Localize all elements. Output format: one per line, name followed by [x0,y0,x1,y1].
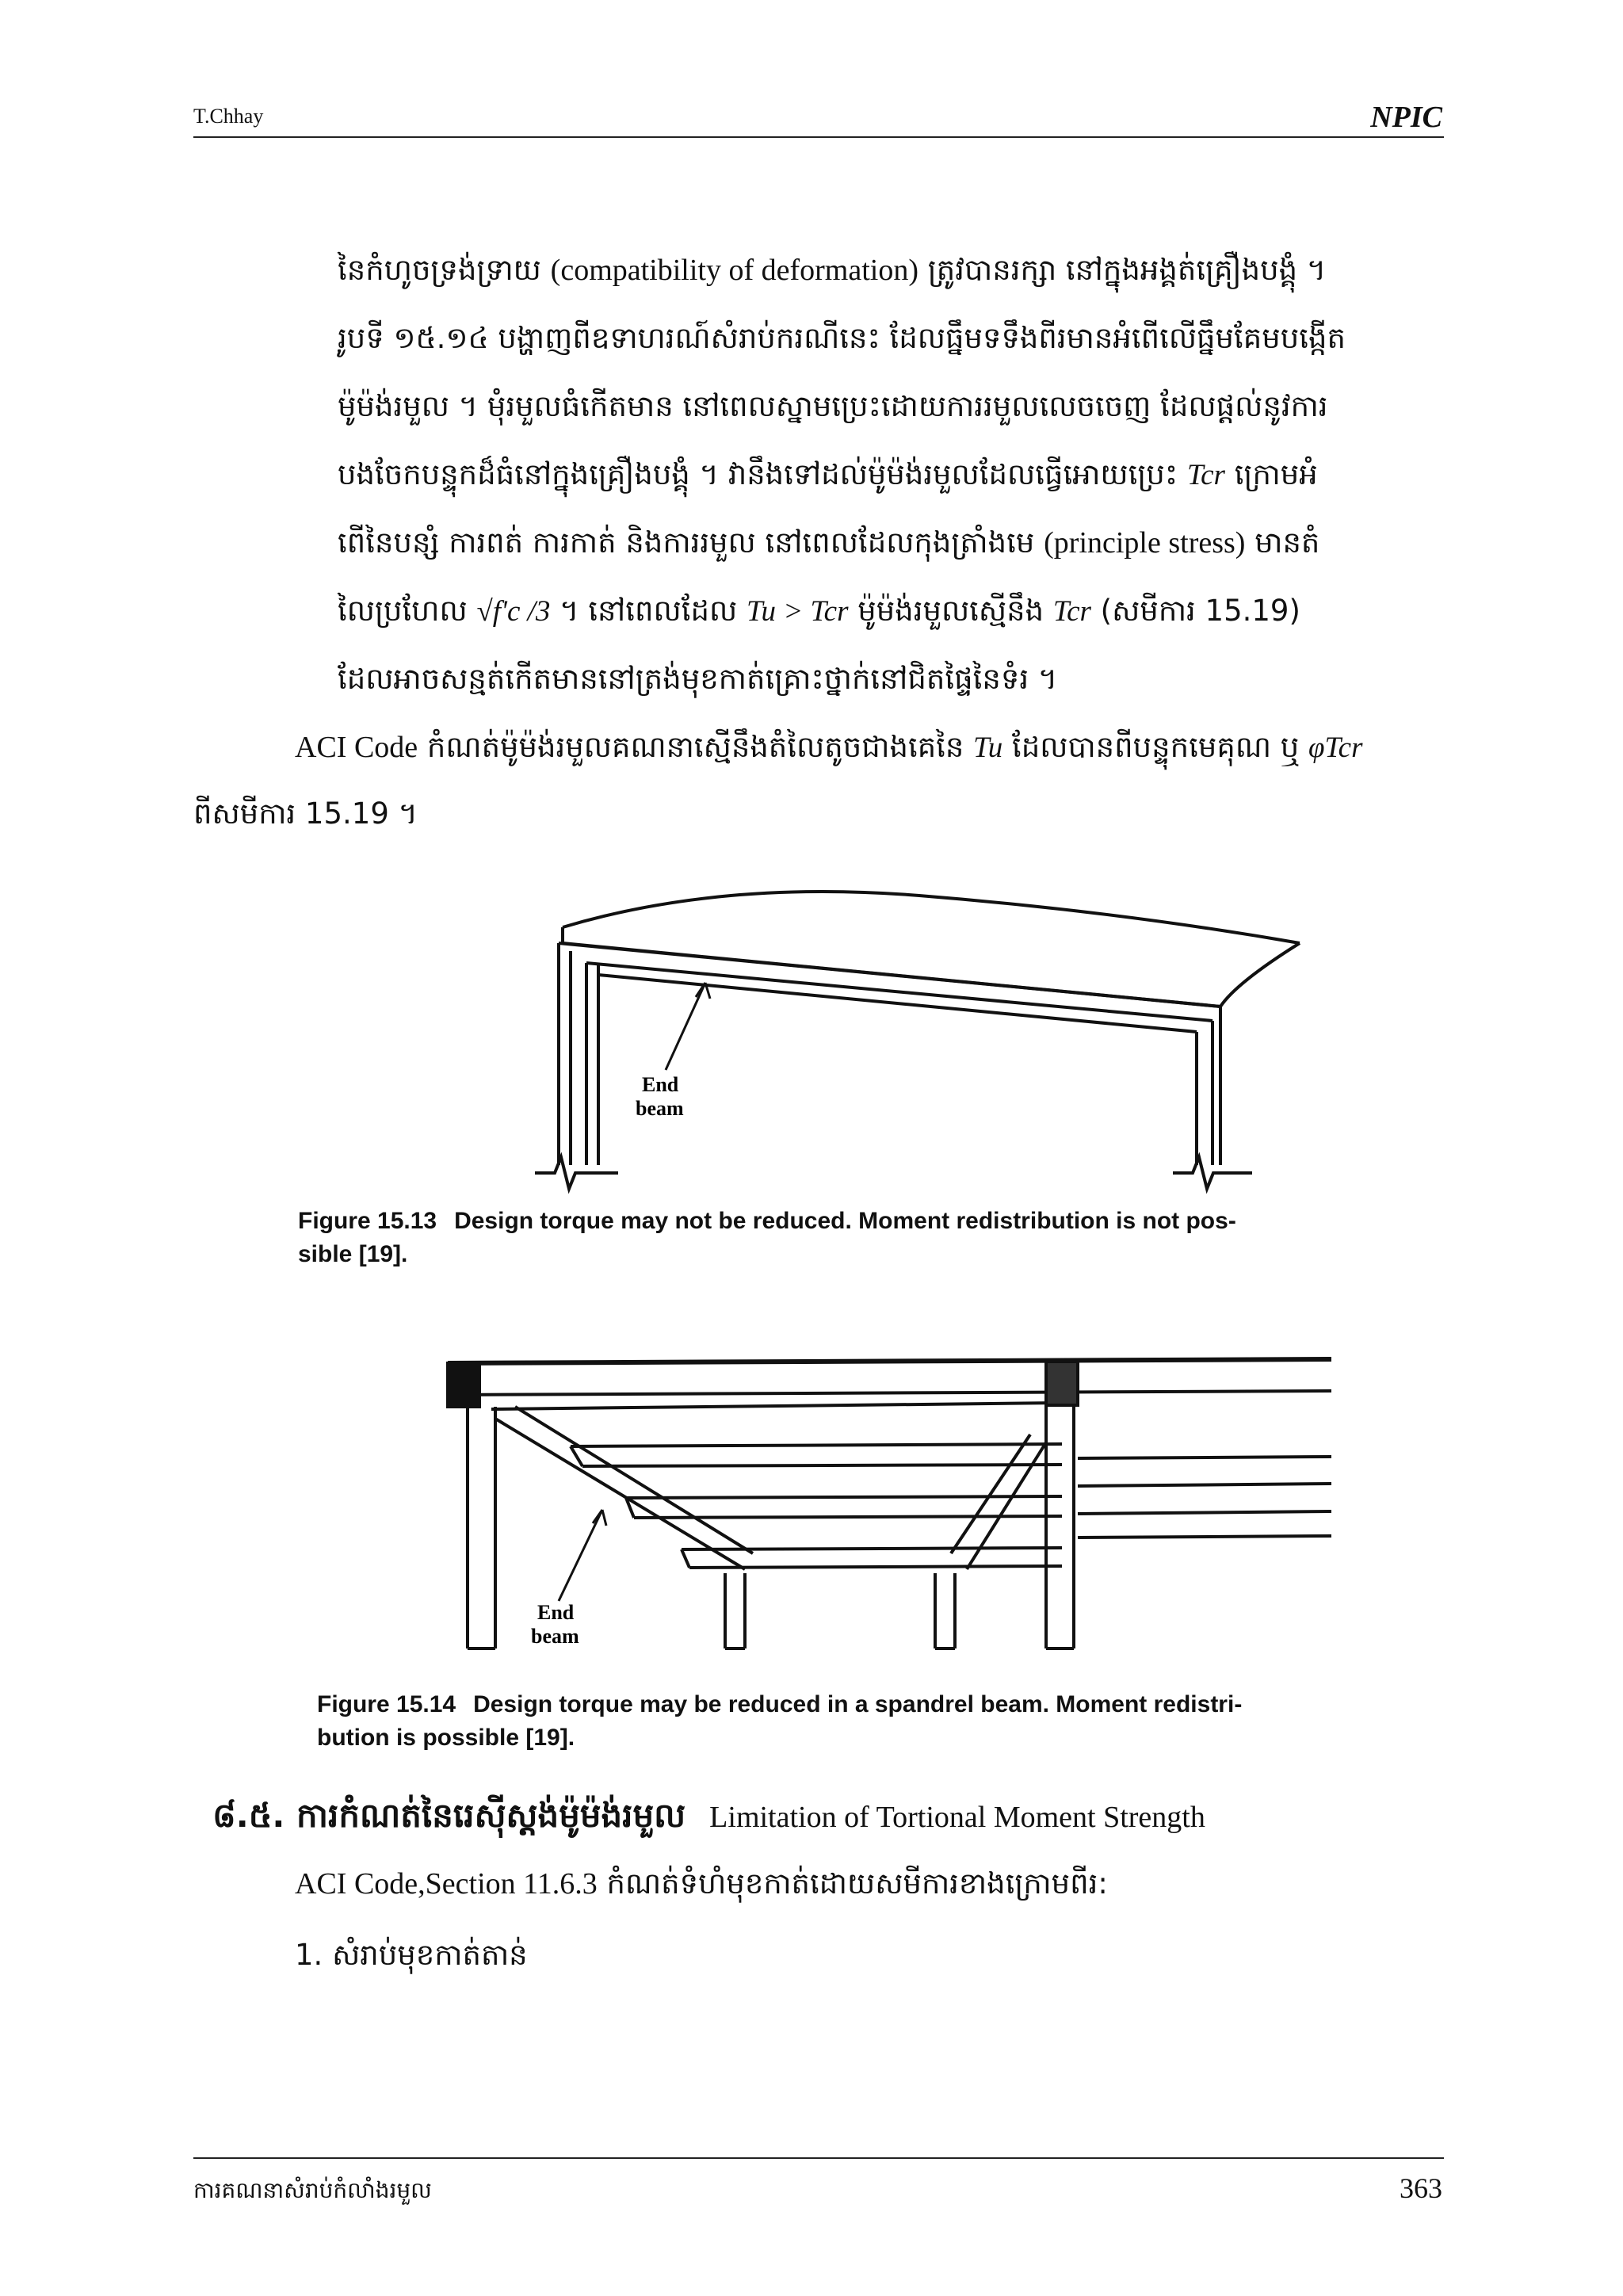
list-item-1: 1. សំរាប់មុខកាត់តាន់ [295,1938,528,1972]
footer-page-number: 363 [1400,2172,1442,2204]
header-rule [193,136,1444,138]
figure-15-14-label-end: End [537,1601,575,1624]
math-phi-tcr: φTcr [1308,732,1363,764]
aci-section-paragraph: ACI Code,Section 11.6.3 កំណត់ទំហំមុខកាត់ដោយសមីការខាងក្រោមពីរ: [295,1866,1108,1901]
math-tcr: Tcr [1186,459,1225,491]
body-line-6: លៃប្រហែល √f'c /3 ។ នៅពេលដែល Tu > Tcr ម៉ូម៉ង់រមួលស្មើនឹង Tcr (សមីការ 15.19) [338,594,1300,628]
section-heading: ៨.៥. ការកំណត់នៃរេស៊ីស្តង់ម៉ូម៉ង់រមួល Limitation of Tortional Moment Strength [212,1796,1205,1835]
figure-15-13-drawing [523,864,1347,1197]
figure-15-13-label-beam: beam [636,1097,684,1120]
figure-15-14-number: Figure 15.14 [317,1691,456,1717]
footer-rule [193,2157,1444,2159]
math-tu: Tu [973,732,1003,764]
body-line-7: ដែលអាចសន្មត់កើតមាននៅត្រង់មុខកាត់គ្រោះថ្នាក់នៅជិតផ្ទៃនៃទំរ ។ [338,662,1058,696]
figure-15-14-drawing [444,1347,1339,1680]
header-org: NPIC [1370,101,1442,134]
body-line-5: ពើនៃបន្សំ ការពត់ ការកាត់ និងការរមួល នៅពេលដែលកុងត្រាំងមេ (principle stress) មានតំ [338,525,1320,560]
figure-15-13-caption: Figure 15.13 Design torque may not be reduced. Moment redistribution is not pos- sible [19]. [298,1208,1236,1267]
aci-paragraph-line2: ពីសមីការ 15.19 ។ [193,797,418,831]
math-sqrt-fc: √f'c /3 [476,595,551,628]
header-author: T.Chhay [193,105,264,128]
body-line-1: នៃកំហូចទ្រង់ទ្រាយ (compatibility of deformation) ត្រូវបានរក្សា នៅក្នុងអង្គត់គ្រឿងបង្គុំ ។ [338,253,1327,287]
math-tcr-2: Tcr [1052,595,1091,628]
figure-15-13-label-end: End [642,1073,679,1096]
figure-15-14-caption: Figure 15.14 Design torque may be reduced in a spandrel beam. Moment redistri- bution is possible [19]. [317,1691,1243,1751]
math-tu-gt-tcr: Tu > Tcr [746,595,849,628]
body-line-2: រូបទី ១៥.១៤ បង្ហាញពីឧទាហរណ៍សំរាប់ករណីនេះ ដែលធ្នឹមទទឹងពីរមានអំពើលើធ្នឹមគែមបង្កើត [338,321,1346,355]
body-line-3: ម៉ូម៉ង់រមួល ។ មុំរមួលធំកើតមាន នៅពេលស្នាមប្រេះដោយការរមួលលេចចេញ ដែលផ្តល់នូវការ [338,389,1328,423]
figure-15-14-label-beam: beam [531,1625,579,1648]
aci-paragraph: ACI Code កំណត់ម៉ូម៉ង់រមួលគណនាស្មើនឹងតំលៃតូចជាងគេនៃ Tu ដែលបានពីបន្ទុកមេគុណ ឬ φTcr [295,730,1363,764]
body-line-4: បងចែកបន្ទុកដ៏ធំនៅក្នុងគ្រឿងបង្គុំ ។ វានឹងទៅដល់ម៉ូម៉ង់រមួលដែលធ្វើអោយប្រេះ Tcr ក្រោមអំ [338,457,1318,491]
footer-chapter-title: ការគណនាសំរាប់កំលាំងរមួល [193,2177,432,2203]
figure-15-13-number: Figure 15.13 [298,1208,437,1234]
